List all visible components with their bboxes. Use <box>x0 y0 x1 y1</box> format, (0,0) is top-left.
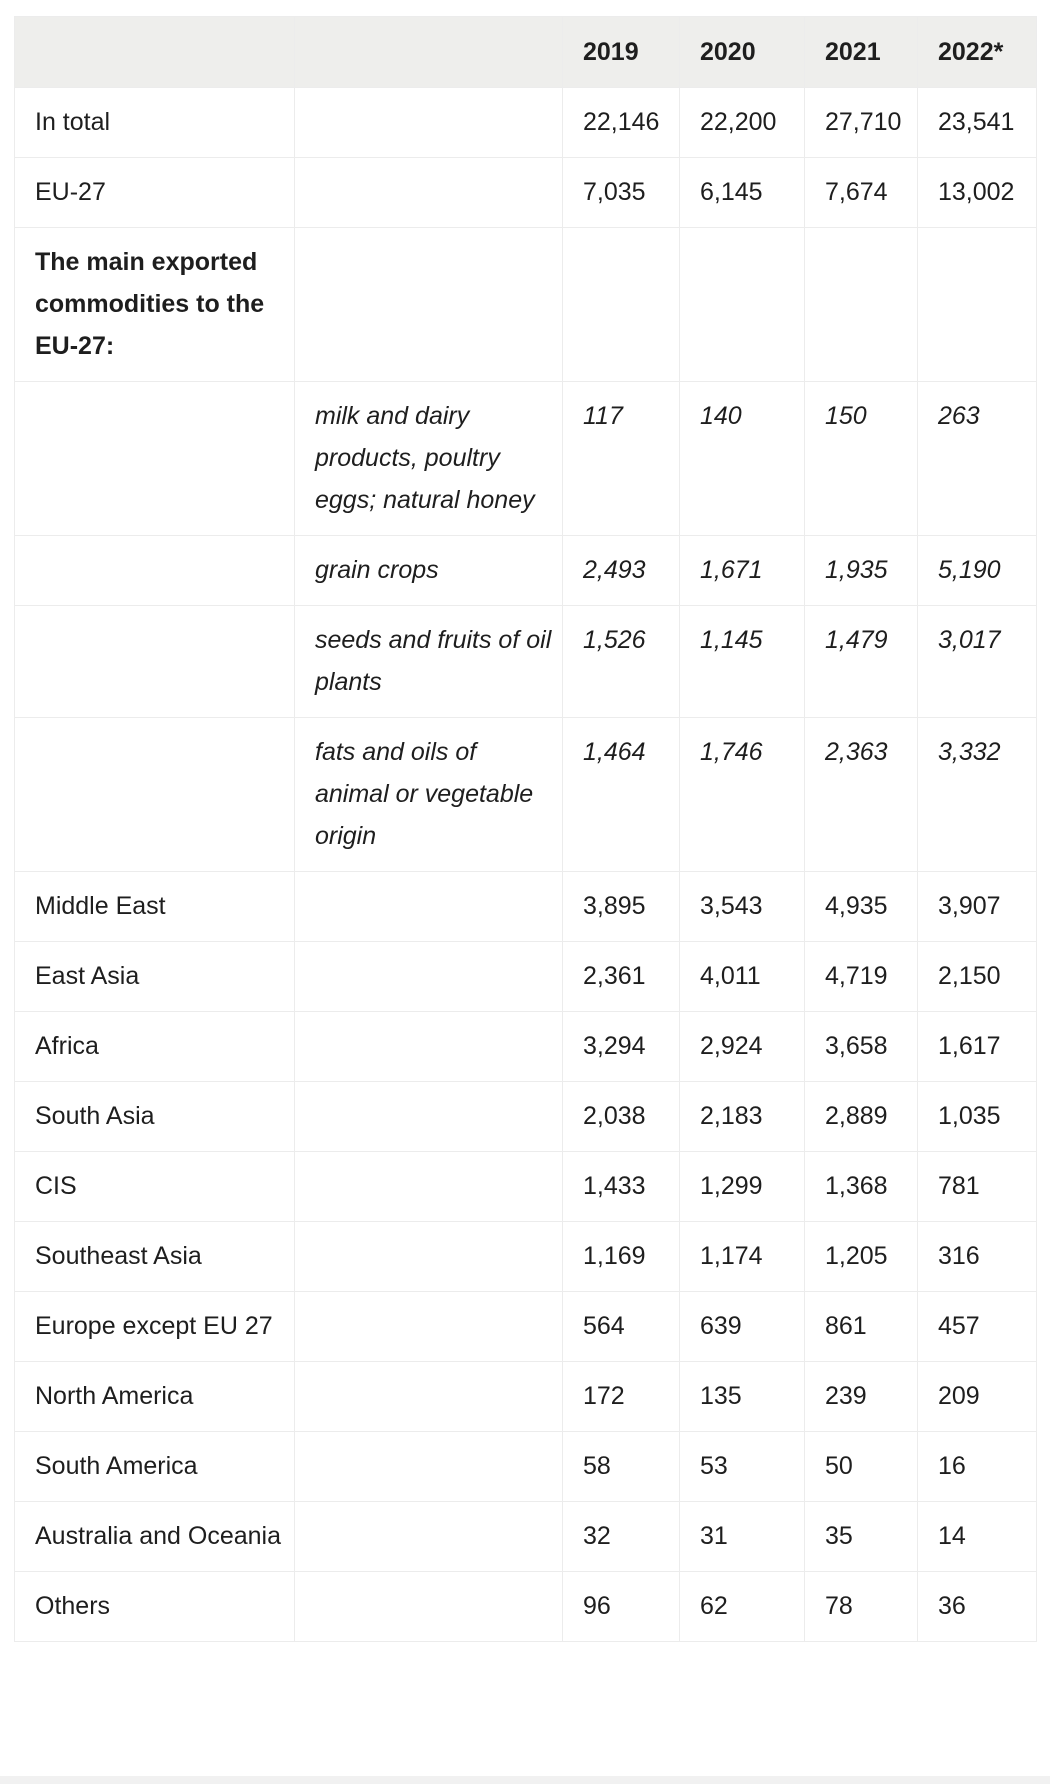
row-label: The main exported commodities to the EU-27: <box>15 228 295 382</box>
row-commodity <box>295 872 563 942</box>
row-label: CIS <box>15 1152 295 1222</box>
table-row <box>15 158 1037 228</box>
value-2020: 2,924 <box>680 1012 805 1082</box>
value-2021: 1,205 <box>805 1222 918 1292</box>
value-2020: 31 <box>680 1502 805 1572</box>
table-row <box>15 1082 1037 1152</box>
value-2022: 1,617 <box>918 1012 1037 1082</box>
value-2021: 150 <box>805 382 918 536</box>
value-2020: 140 <box>680 382 805 536</box>
value-2019: 7,035 <box>563 158 680 228</box>
row-commodity: grain crops <box>295 536 563 606</box>
row-commodity <box>295 1432 563 1502</box>
row-commodity <box>295 1152 563 1222</box>
table-row <box>15 1012 1037 1082</box>
row-label: EU-27 <box>15 158 295 228</box>
value-2020: 1,174 <box>680 1222 805 1292</box>
table-subrow <box>15 606 1037 718</box>
value-2020: 639 <box>680 1292 805 1362</box>
table-header-row <box>15 17 1037 88</box>
table-row <box>15 1572 1037 1642</box>
row-label: Middle East <box>15 872 295 942</box>
value-2021: 1,479 <box>805 606 918 718</box>
row-label: South Asia <box>15 1082 295 1152</box>
value-2019: 117 <box>563 382 680 536</box>
value-2019: 22,146 <box>563 88 680 158</box>
value-2022: 14 <box>918 1502 1037 1572</box>
value-2021: 7,674 <box>805 158 918 228</box>
value-2019: 2,038 <box>563 1082 680 1152</box>
row-label: South America <box>15 1432 295 1502</box>
value-2021: 27,710 <box>805 88 918 158</box>
value-2022: 16 <box>918 1432 1037 1502</box>
value-2022: 263 <box>918 382 1037 536</box>
row-commodity <box>295 88 563 158</box>
value-2021 <box>805 228 918 382</box>
value-2020: 3,543 <box>680 872 805 942</box>
row-commodity <box>295 1502 563 1572</box>
value-2019: 2,361 <box>563 942 680 1012</box>
bottom-edge <box>0 1776 1050 1784</box>
table-group-row <box>15 228 1037 382</box>
row-label: Australia and Oceania <box>15 1502 295 1572</box>
table-row <box>15 1152 1037 1222</box>
row-commodity <box>295 942 563 1012</box>
table-row <box>15 1222 1037 1292</box>
table-subrow <box>15 536 1037 606</box>
row-label: Europe except EU 27 <box>15 1292 295 1362</box>
row-commodity <box>295 1292 563 1362</box>
value-2021: 4,719 <box>805 942 918 1012</box>
value-2019: 1,464 <box>563 718 680 872</box>
value-2022: 23,541 <box>918 88 1037 158</box>
value-2022: 316 <box>918 1222 1037 1292</box>
value-2019: 3,294 <box>563 1012 680 1082</box>
value-2020: 2,183 <box>680 1082 805 1152</box>
value-2021: 4,935 <box>805 872 918 942</box>
table-row <box>15 942 1037 1012</box>
header-commodity <box>295 17 563 88</box>
value-2019: 96 <box>563 1572 680 1642</box>
value-2021: 861 <box>805 1292 918 1362</box>
value-2020: 62 <box>680 1572 805 1642</box>
value-2019: 3,895 <box>563 872 680 942</box>
table-body <box>15 88 1037 1642</box>
table-row <box>15 872 1037 942</box>
row-label <box>15 382 295 536</box>
value-2022: 1,035 <box>918 1082 1037 1152</box>
row-label: North America <box>15 1362 295 1432</box>
header-year-2020: 2020 <box>680 17 805 88</box>
row-label: East Asia <box>15 942 295 1012</box>
row-label <box>15 606 295 718</box>
value-2019: 32 <box>563 1502 680 1572</box>
value-2022: 2,150 <box>918 942 1037 1012</box>
header-region <box>15 17 295 88</box>
table-row <box>15 1362 1037 1432</box>
header-year-2022: 2022* <box>918 17 1037 88</box>
value-2021: 2,363 <box>805 718 918 872</box>
value-2020: 22,200 <box>680 88 805 158</box>
value-2019: 172 <box>563 1362 680 1432</box>
value-2020 <box>680 228 805 382</box>
table-row <box>15 88 1037 158</box>
value-2022: 13,002 <box>918 158 1037 228</box>
value-2019: 58 <box>563 1432 680 1502</box>
row-commodity <box>295 1082 563 1152</box>
row-commodity: fats and oils of animal or vegetable origin <box>295 718 563 872</box>
table-subrow <box>15 718 1037 872</box>
row-label <box>15 718 295 872</box>
value-2022: 3,907 <box>918 872 1037 942</box>
value-2021: 3,658 <box>805 1012 918 1082</box>
value-2019: 564 <box>563 1292 680 1362</box>
value-2019: 1,433 <box>563 1152 680 1222</box>
row-label: Africa <box>15 1012 295 1082</box>
value-2022: 457 <box>918 1292 1037 1362</box>
row-commodity <box>295 1012 563 1082</box>
row-label <box>15 536 295 606</box>
table-row <box>15 1292 1037 1362</box>
value-2021: 35 <box>805 1502 918 1572</box>
row-label: Southeast Asia <box>15 1222 295 1292</box>
export-table <box>14 16 1037 1642</box>
row-commodity: milk and dairy products, poultry eggs; natural honey <box>295 382 563 536</box>
value-2022: 209 <box>918 1362 1037 1432</box>
value-2019: 1,169 <box>563 1222 680 1292</box>
value-2019 <box>563 228 680 382</box>
value-2021: 1,935 <box>805 536 918 606</box>
table-subrow <box>15 382 1037 536</box>
row-commodity <box>295 1362 563 1432</box>
value-2020: 4,011 <box>680 942 805 1012</box>
value-2022: 781 <box>918 1152 1037 1222</box>
value-2020: 135 <box>680 1362 805 1432</box>
row-commodity: seeds and fruits of oil plants <box>295 606 563 718</box>
row-commodity <box>295 1222 563 1292</box>
value-2022: 36 <box>918 1572 1037 1642</box>
value-2022: 3,332 <box>918 718 1037 872</box>
value-2019: 1,526 <box>563 606 680 718</box>
row-commodity <box>295 228 563 382</box>
value-2021: 1,368 <box>805 1152 918 1222</box>
table-row <box>15 1432 1037 1502</box>
value-2022: 3,017 <box>918 606 1037 718</box>
value-2021: 2,889 <box>805 1082 918 1152</box>
row-label: Others <box>15 1572 295 1642</box>
value-2021: 78 <box>805 1572 918 1642</box>
value-2022: 5,190 <box>918 536 1037 606</box>
header-year-2019: 2019 <box>563 17 680 88</box>
value-2020: 1,671 <box>680 536 805 606</box>
value-2021: 239 <box>805 1362 918 1432</box>
value-2020: 1,299 <box>680 1152 805 1222</box>
value-2020: 1,145 <box>680 606 805 718</box>
header-year-2021: 2021 <box>805 17 918 88</box>
value-2022 <box>918 228 1037 382</box>
row-label: In total <box>15 88 295 158</box>
table-row <box>15 1502 1037 1572</box>
value-2020: 6,145 <box>680 158 805 228</box>
value-2019: 2,493 <box>563 536 680 606</box>
row-commodity <box>295 1572 563 1642</box>
value-2021: 50 <box>805 1432 918 1502</box>
row-commodity <box>295 158 563 228</box>
value-2020: 1,746 <box>680 718 805 872</box>
value-2020: 53 <box>680 1432 805 1502</box>
export-table-container <box>14 16 1036 1642</box>
